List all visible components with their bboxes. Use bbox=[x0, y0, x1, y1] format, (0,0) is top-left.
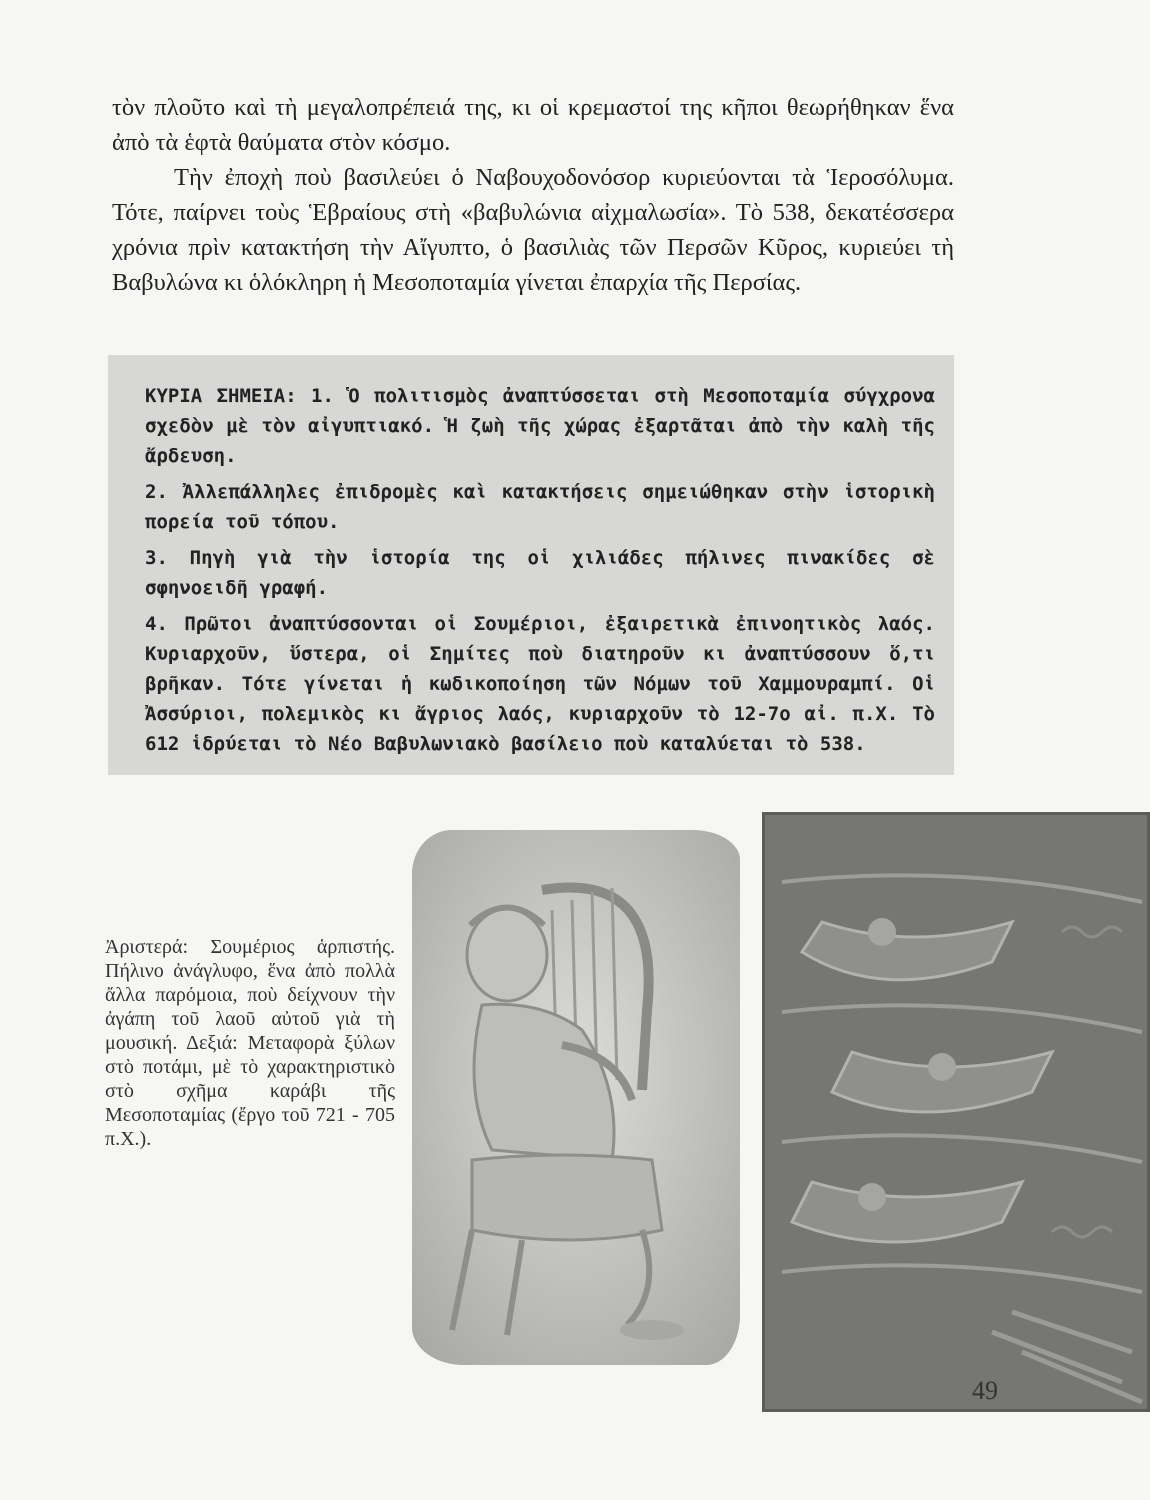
body-paragraph-1: τὸν πλοῦτο καὶ τὴ μεγαλοπρέπειά της, κι οἱ κρεμαστοί της κῆποι θεωρήθηκαν ἕνα ἀπὸ τὰ ἑφτὰ θαύματα στὸν κόσμο. bbox=[112, 94, 954, 156]
harpist-relief-drawing bbox=[412, 830, 740, 1365]
body-paragraph-2: Τὴν ἐποχὴ ποὺ βασιλεύει ὁ Ναβουχοδονόσορ κυριεύονται τὰ Ἱεροσόλυμα. Τότε, παίρνει τοὺς Ἑβραίους στὴ «βαβυλώνια αἰχμαλωσία». Τὸ 538, δεκατέσσερα χρόνια πρὶν κατακτήση τὴν Αἴγυπτο, ὁ βασιλιὰς τῶν Περσῶν Κῦρος, κυριεύει τὴ Βαβυλώνα κι ὁλόκληρη ἡ Μεσοποταμία γίνεται ἐπαρχία τῆς Περσίας. bbox=[112, 164, 954, 296]
key-point-3: 3. Πηγὴ γιὰ τὴν ἱστορία της οἱ χιλιάδες πήλινες πινακίδες σὲ σφηνοειδῆ γραφή. bbox=[145, 547, 935, 599]
key-point-2: 2. Ἀλλεπάλληλες ἐπιδρομὲς καὶ κατακτήσεις σημειώθηκαν στὴν ἱστορικὴ πορεία τοῦ τόπου. bbox=[145, 481, 935, 533]
page-number: 49 bbox=[972, 1376, 998, 1405]
key-points-text bbox=[145, 381, 935, 765]
harpist-relief-image bbox=[412, 830, 740, 1365]
boat-relief-image bbox=[762, 812, 1150, 1412]
figure-caption bbox=[105, 935, 395, 1151]
figure-caption-text: Ἀριστερά: Σουμέριος ἁρπιστής. Πήλινο ἀνάγλυφο, ἕνα ἀπὸ πολλὰ ἄλλα παρόμοια, ποὺ δείχνουν τὴν ἀγάπη τοῦ λαοῦ αὐτοῦ γιὰ τὴ μουσική. Δεξιά: Μεταφορὰ ξύλων στὸ ποτάμι, μὲ τὸ χαρακτηριστικὸ στὸ σχῆμα καράβι τῆς Μεσοποταμίας (ἔργο τοῦ 721 - 705 π.Χ.). bbox=[105, 936, 395, 1150]
key-point-4: 4. Πρῶτοι ἀναπτύσσονται οἱ Σουμέριοι, ἐξαιρετικὰ ἐπινοητικὸς λαός. Κυριαρχοῦν, ὕστερα, οἱ Σημίτες ποὺ διατηροῦν κι ἀναπτύσσουν ὅ,τι βρῆκαν. Τότε γίνεται ἡ κωδικοποίηση τῶν Νόμων τοῦ Χαμμουραμπί. Οἱ Ἀσσύριοι, πολεμικὸς κι ἄγριος λαός, κυριαρχοῦν τὸ 12-7ο αἰ. π.Χ. Τὸ 612 ἱδρύεται τὸ Νέο Βαβυλωνιακὸ βασίλειο ποὺ καταλύεται τὸ 538. bbox=[145, 613, 935, 755]
body-text bbox=[112, 90, 954, 300]
boat-relief-drawing bbox=[762, 812, 1150, 1412]
key-point-1: ΚΥΡΙΑ ΣΗΜΕΙΑ: 1. Ὁ πολιτισμὸς ἀναπτύσσεται στὴ Μεσοποταμία σύγχρονα σχεδὸν μὲ τὸν αἰγυπτιακό. Ἡ ζωὴ τῆς χώρας ἐξαρτᾶται ἀπὸ τὴν καλὴ τῆς ἄρδευση. bbox=[145, 385, 935, 467]
